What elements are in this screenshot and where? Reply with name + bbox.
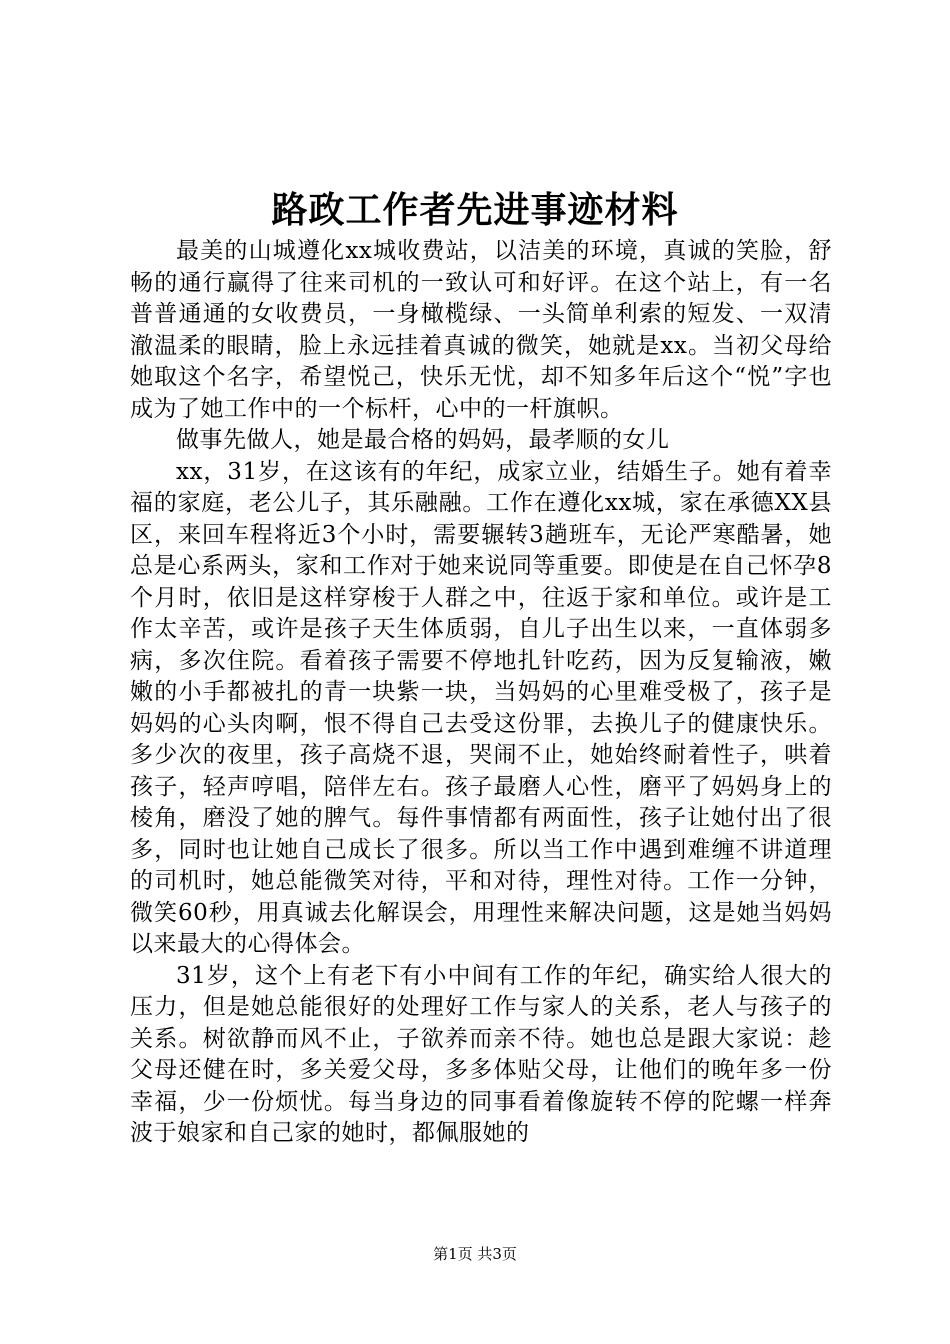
document-title: 路政工作者先进事迹材料 [271,189,679,231]
paragraph-intro: 最美的山城遵化xx城收费站，以洁美的环境，真诚的笑脸，舒畅的通行赢得了往来司机的一致认可和好评。在这个站上，有一名普普通通的女收费员，一身橄榄绿、一头简单利索的短发、一双清澈温柔的眼睛，脸上永远挂着真诚的微笑，她就是xx。当初父母给她取这个名字，希望悦己，快乐无忧，却不知多年后这个“悦”字也成为了她工作中的一个标杆，心中的一杆旗帜。 [130,238,832,422]
paragraph-family: xx，31岁，在这该有的年纪，成家立业，结婚生子。她有着幸福的家庭，老公儿子，其乐融融。工作在遵化xx城，家在承德XX县区，来回车程将近3个小时，需要辗转3趟班车，无论严寒酷暑，她总是心系两头，家和工作对于她来说同等重要。即使是在自己怀孕8个月时，依旧是这样穿梭于人群之中，往返于家和单位。或许是工作太辛苦，或许是孩子天生体质弱，自儿子出生以来，一直体弱多病，多次住院。看着孩子需要不停地扎针吃药，因为反复输液，嫩嫩的小手都被扎的青一块紫一块，当妈妈的心里难受极了，孩子是妈妈的心头肉啊，恨不得自己去受这份罪，去换儿子的健康快乐。多少次的夜里，孩子高烧不退，哭闹不止，她始终耐着性子，哄着孩子，轻声哼唱，陪伴左右。孩子最磨人心性，磨平了妈妈身上的棱角，磨没了她的脾气。每件事情都有两面性，孩子让她付出了很多，同时也让她自己成长了很多。所以当工作中遇到难缠不讲道理的司机时，她总能微笑对待，平和对待，理性对待。工作一分钟，微笑60秒，用真诚去化解误会，用理性来解决问题，这是她当妈妈以来最大的心得体会。 [130,458,832,957]
document-body [130,236,832,1150]
page-footer: 第1页 共3页 [433,1245,517,1263]
paragraph-subheading: 做事先做人，她是最合格的妈妈，最孝顺的女儿 [176,427,670,453]
paragraph-parents: 31岁，这个上有老下有小中间有工作的年纪，确实给人很大的压力，但是她总能很好的处理好工作与家人的关系，老人与孩子的关系。树欲静而风不止，子欲养而亲不待。她也总是跟大家说：趁父母还健在时，多关爱父母，多多体贴父母，让他们的晚年多一份幸福，少一份烦忧。每当身边的同事看着像旋转不停的陀螺一样奔波于娘家和自己家的她时，都佩服她的 [130,962,832,1146]
